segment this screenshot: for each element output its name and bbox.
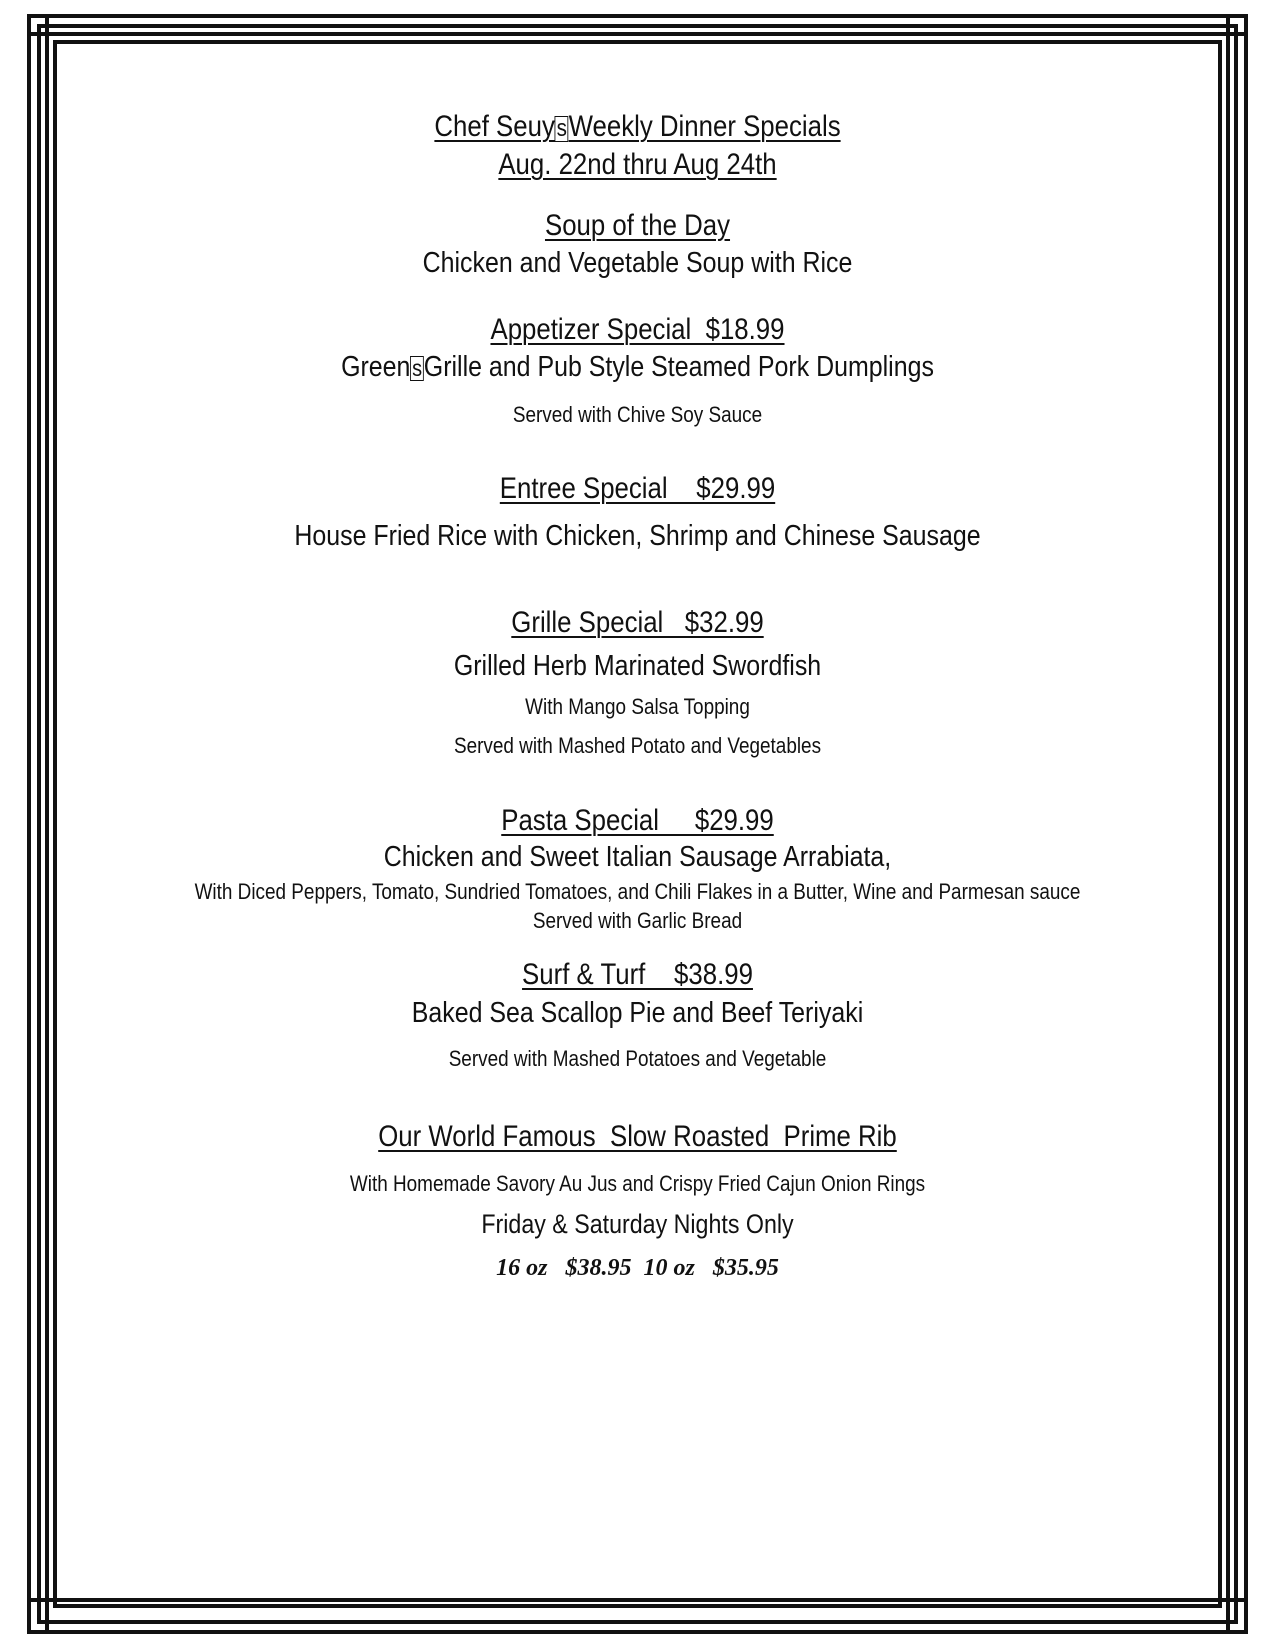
right-border-line [1226, 14, 1230, 1634]
prime-rib-availability: Friday & Saturday Nights Only [481, 1209, 794, 1239]
surf-turf-note: Served with Mashed Potatoes and Vegetable [448, 1046, 827, 1071]
entree-item: House Fried Rice with Chicken, Shrimp and Chinese Sausage [294, 520, 981, 552]
entree-heading: Entree Special $29.99 [499, 472, 776, 505]
top-border-line [27, 32, 1248, 36]
appetizer-note: Served with Chive Soy Sauce [512, 402, 763, 427]
prime-rib-prices: 16 oz $38.95 10 oz $35.95 [496, 1255, 779, 1281]
prime-rib-note: With Homemade Savory Au Jus and Crispy Fried Cajun Onion Rings [349, 1171, 926, 1196]
appetizer-item: GreensGrille and Pub Style Steamed Pork Dumplings [341, 351, 934, 383]
missing-glyph-box: s [412, 355, 423, 381]
appetizer-heading: Appetizer Special $18.99 [490, 313, 785, 346]
grille-note-topping: With Mango Salsa Topping [525, 694, 750, 719]
bottom-border-line [27, 1598, 1248, 1602]
pasta-note-sides: Served with Garlic Bread [532, 908, 743, 933]
prime-rib-heading: Our World Famous Slow Roasted Prime Rib [378, 1120, 897, 1153]
surf-turf-heading: Surf & Turf $38.99 [522, 958, 753, 991]
menu-title: Chef SeuysWeekly Dinner Specials [434, 110, 841, 143]
left-border-line [45, 14, 49, 1634]
soup-heading: Soup of the Day [544, 209, 731, 242]
pasta-item: Chicken and Sweet Italian Sausage Arrabiata, [383, 841, 892, 873]
grille-note-sides: Served with Mashed Potato and Vegetables [453, 733, 822, 758]
grille-heading: Grille Special $32.99 [511, 606, 764, 639]
pasta-heading: Pasta Special $29.99 [501, 804, 774, 837]
grille-item: Grilled Herb Marinated Swordfish [453, 650, 822, 682]
surf-turf-item: Baked Sea Scallop Pie and Beef Teriyaki [411, 997, 864, 1029]
missing-glyph-box: s [556, 115, 567, 142]
soup-item: Chicken and Vegetable Soup with Rice [422, 247, 853, 279]
pasta-note-ingredients: With Diced Peppers, Tomato, Sundried Tomatoes, and Chili Flakes in a Butter, Wine and Parmesan sauce [194, 879, 1081, 904]
menu-dates: Aug. 22nd thru Aug 24th [498, 148, 777, 181]
